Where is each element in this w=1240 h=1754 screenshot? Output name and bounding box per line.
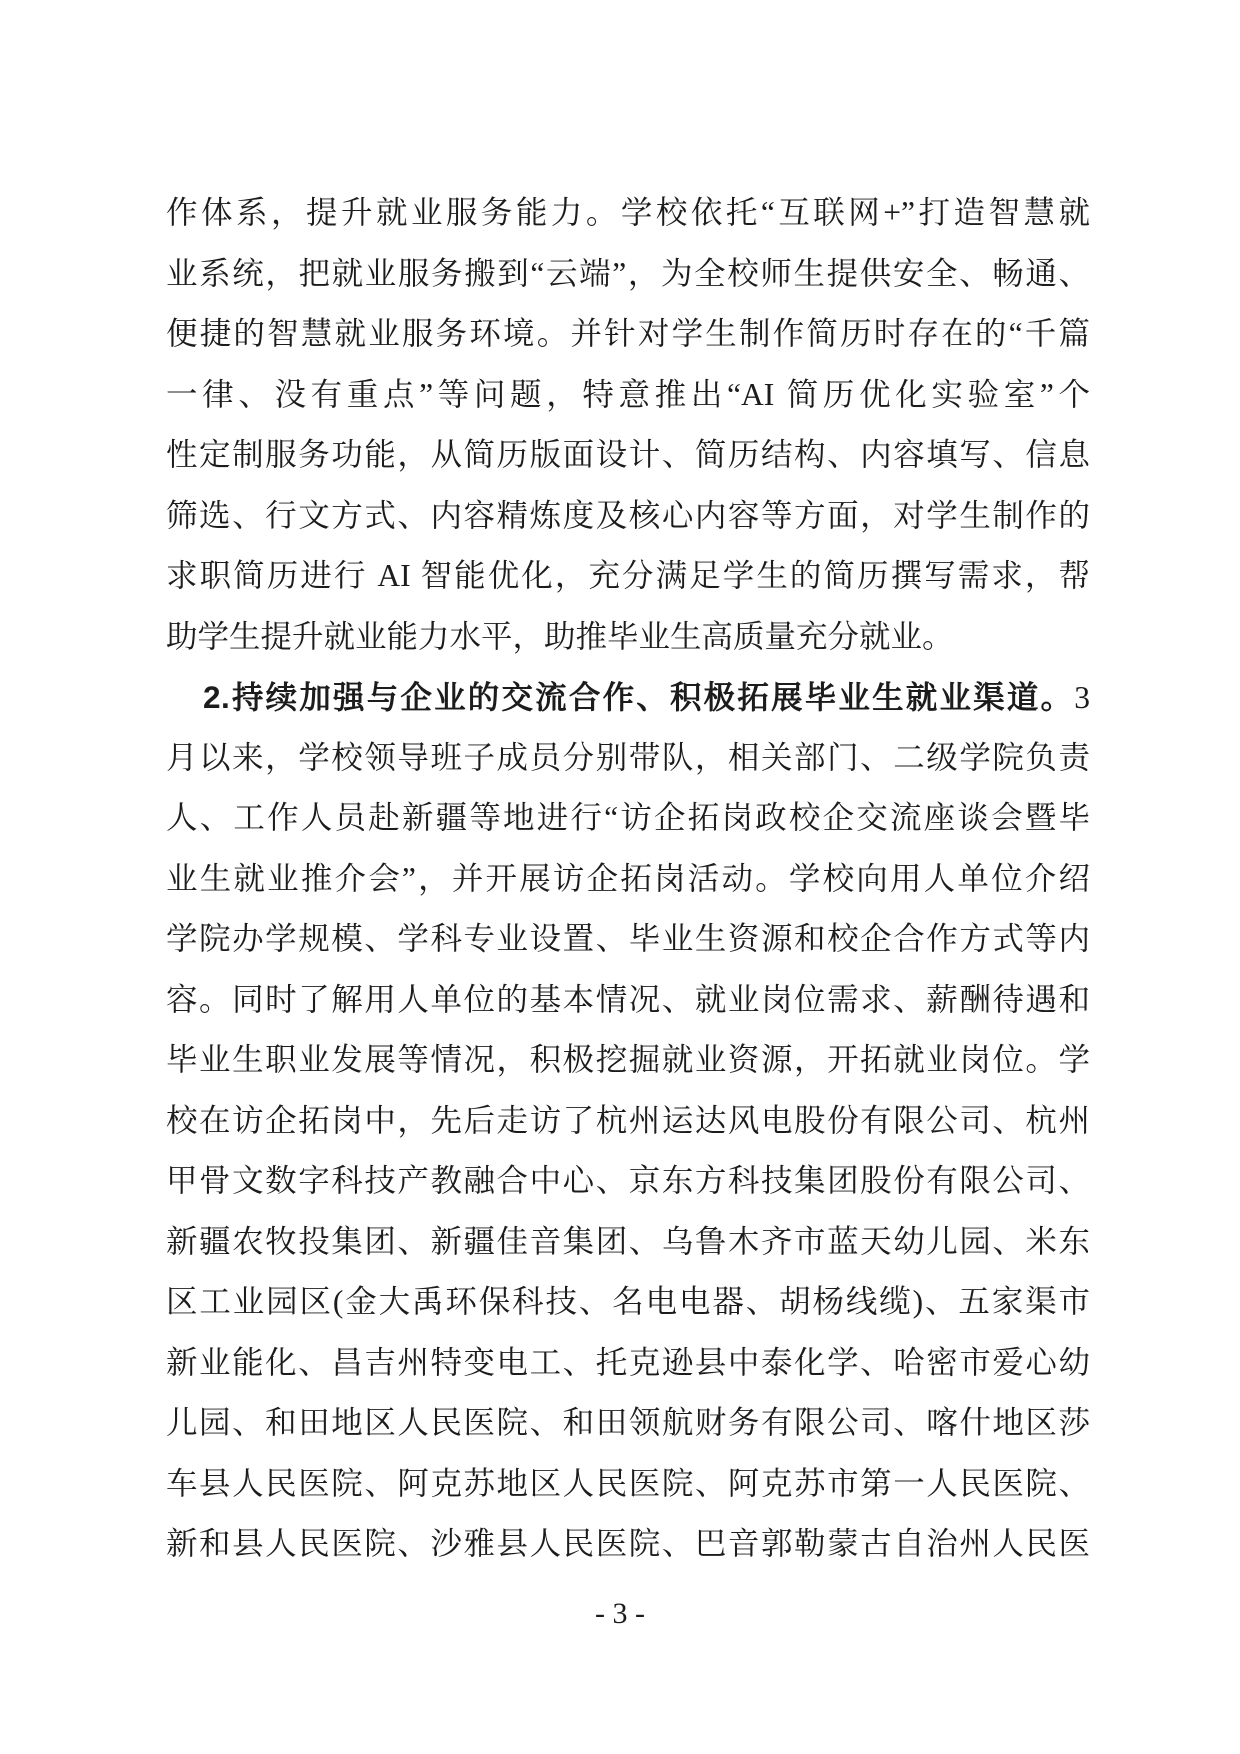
- body-text: 校在访企拓岗中，先后走访了杭州运达风电股份有限公司、杭州: [166, 1102, 1090, 1138]
- text-line: [166, 486, 1090, 547]
- body-text: 助学生提升就业能力水平，助推毕业生高质量充分就业。: [166, 618, 954, 654]
- text-line: [166, 667, 1090, 728]
- page-number: - 3 -: [595, 1597, 645, 1630]
- text-line: [166, 1272, 1090, 1333]
- text-line: [166, 1454, 1090, 1515]
- text-line: [166, 244, 1090, 305]
- body-text: 便捷的智慧就业服务环境。并针对学生制作简历时存在的“千篇: [166, 316, 1090, 351]
- text-line: [166, 728, 1090, 789]
- text-line: [166, 970, 1090, 1031]
- body-text: 新和县人民医院、沙雅县人民医院、巴音郭勒蒙古自治州人民医: [166, 1526, 1090, 1561]
- body-text: 求职简历进行 AI 智能优化，充分满足学生的简历撰写需求，帮: [166, 558, 1090, 593]
- body-text: 人、工作人员赴新疆等地进行“访企拓岗政校企交流座谈会暨毕: [166, 800, 1090, 835]
- body-text: 月以来，学校领导班子成员分别带队，相关部门、二级学院负责: [166, 739, 1090, 775]
- text-line: [166, 365, 1090, 426]
- text-line: [166, 1030, 1090, 1091]
- text-line: [166, 1212, 1090, 1273]
- text-line: [166, 788, 1090, 849]
- text-line: [166, 304, 1090, 365]
- body-text: 业系统，把就业服务搬到“云端”，为全校师生提供安全、畅通、: [166, 255, 1090, 291]
- body-text: 作体系，提升就业服务能力。学校依托“互联网+”打造智慧就: [166, 195, 1090, 230]
- text-line: [166, 607, 1090, 668]
- text-line: [166, 849, 1090, 910]
- body-text: 性定制服务功能，从简历版面设计、简历结构、内容填写、信息: [166, 437, 1090, 472]
- body-text: 容。同时了解用人单位的基本情况、就业岗位需求、薪酬待遇和: [166, 981, 1090, 1017]
- text-line: [166, 546, 1090, 607]
- body-text: 毕业生职业发展等情况，积极挖掘就业资源，开拓就业岗位。学: [166, 1042, 1090, 1077]
- body-text: 新疆农牧投集团、新疆佳音集团、乌鲁木齐市蓝天幼儿园、米东: [166, 1223, 1090, 1259]
- text-line: [166, 1151, 1090, 1212]
- body-text: 业生就业推介会”，并开展访企拓岗活动。学校向用人单位介绍: [166, 860, 1090, 896]
- body-text: 3: [1074, 680, 1090, 715]
- text-line: [166, 1514, 1090, 1575]
- text-line: [166, 183, 1090, 244]
- body-text: 区工业园区(金大禹环保科技、名电电器、胡杨线缆)、五家渠市: [166, 1284, 1090, 1319]
- body-text: 儿园、和田地区人民医院、和田领航财务有限公司、喀什地区莎: [166, 1405, 1090, 1440]
- text-line: [166, 909, 1090, 970]
- body-text: 甲骨文数字科技产教融合中心、京东方科技集团股份有限公司、: [166, 1163, 1090, 1198]
- document-body: [166, 183, 1090, 1575]
- text-line: [166, 1393, 1090, 1454]
- body-text: 学院办学规模、学科专业设置、毕业生资源和校企合作方式等内: [166, 921, 1090, 956]
- body-text: 车县人民医院、阿克苏地区人民医院、阿克苏市第一人民医院、: [166, 1465, 1090, 1501]
- body-text: 新业能化、昌吉州特变电工、托克逊县中泰化学、哈密市爱心幼: [166, 1344, 1090, 1380]
- text-line: [166, 1091, 1090, 1152]
- body-text: 筛选、行文方式、内容精炼度及核心内容等方面，对学生制作的: [166, 497, 1090, 533]
- body-text: 一律、没有重点”等问题，特意推出“AI 简历优化实验室”个: [166, 376, 1090, 412]
- text-line: [166, 1333, 1090, 1394]
- text-line: [166, 425, 1090, 486]
- bold-heading-text: 2.持续加强与企业的交流合作、积极拓展毕业生就业渠道。: [203, 679, 1075, 715]
